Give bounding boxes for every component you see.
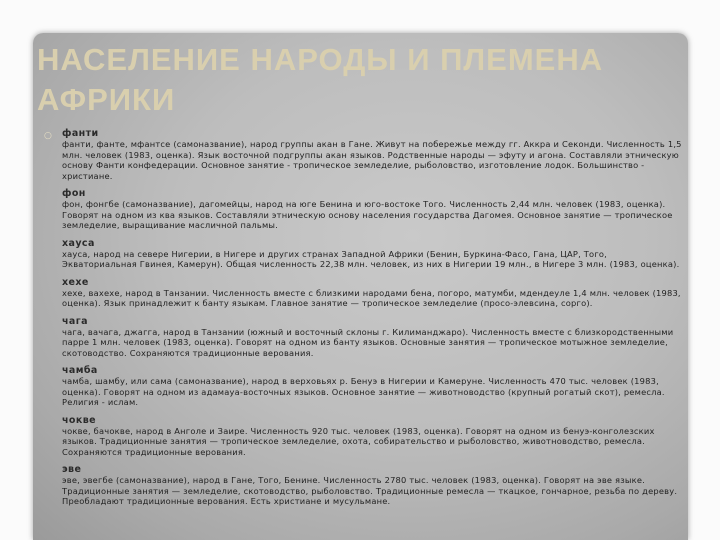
entry-fanti	[62, 128, 682, 181]
entry-name: эве	[62, 464, 82, 475]
entry-chokwe	[62, 415, 682, 458]
entry-text: чага, вачага, джагга, народ в Танзании (южный и восточный склоны г. Килиманджаро). Численность вместе с близкородственными парре 1 млн. человек (1983, оценка). Говорят на одном из банту языков. Основные занятия — тропическое мотыжное земледелие, скотоводство. Сохраняются традиционные верования.	[62, 326, 674, 358]
entry-text: хауса, народ на севере Нигерии, в Нигере и других странах Западной Африки (Бенин, Буркина-Фасо, Гана, ЦАР, Того, Экваториальная Гвинея, Камерун). Общая численность 22,38 млн. человек, из них в Нигерии 19 млн., в Нигере 3 млн. (1983, оценка).	[62, 248, 680, 269]
entry-fon	[62, 188, 682, 231]
entry-hehe	[62, 277, 682, 309]
entry-name: фон	[62, 188, 86, 199]
entry-name: чокве	[62, 414, 96, 426]
entry-name: хауса	[62, 237, 95, 249]
entry-text: хехе, вахехе, народ в Танзании. Численность вместе с близкими народами бена, погоро, матумби, мдендеуле 1,4 млн. человек (1983, оценка). Язык принадлежит к банту языкам. Главное занятие — тропическое земледелие (просо-элевсина, сорго).	[62, 287, 681, 308]
entry-text: фанти, фанте, мфантсе (самоназвание), народ группы акан в Гане. Живут на побережье между гг. Аккра и Секонди. Численность 1,5 млн. человек (1983, оценка). Язык восточной подгруппы акан языков. Родственные народы — эфуту и агона. Составляли этническую основу Фанти конфедерации. Основное занятие - тропическое земледелие, рыболовство, изготовление лодок. Большинство - христиане.	[62, 139, 682, 181]
entry-name: фанти	[62, 128, 99, 139]
entry-text: чамба, шамбу, или сама (самоназвание), народ в верховьях р. Бенуэ в Нигерии и Камеруне. Численность 470 тыс. человек (1983, оценка). Говорят на одном из адамауа-восточных языков. Основное занятие — животноводство (крупный рогатый скот), ремесла. Религия - ислам.	[62, 376, 665, 407]
entry-ewe	[62, 464, 682, 507]
entry-text: эве, эвегбе (самоназвание), народ в Гане, Того, Бенине. Численность 2780 тыс. человек (1983, оценка). Говорят на эве языке. Традиционные занятия — земледелие, скотоводство, рыболовство. Традиционные ремесла — ткацкое, гончарное, резьба по дереву. Преобладают традиционные верования. Есть христиане и мусульмане.	[62, 475, 678, 506]
bullet-icon: ○	[44, 131, 52, 141]
entry-chamba	[62, 365, 682, 408]
entry-chaga	[62, 316, 682, 359]
entry-name: хехе	[62, 276, 89, 288]
slide-title: НАСЕЛЕНИЕ НАРОДЫ И ПЛЕМЕНА АФРИКИ	[37, 42, 604, 117]
entry-name: чамба	[62, 365, 98, 376]
entry-text: фон, фонгбе (самоназвание), дагомейцы, народ на юге Бенина и юго-востоке Того. Численность 2,44 млн. человек (1983, оценка). Говорят на одном из ква языков. Составляли этническую основу населения государства Дагомея. Основное занятие — тропическое земледелие, выращивание масличной пальмы.	[62, 199, 673, 230]
entry-hausa	[62, 238, 682, 270]
entry-name: чага	[62, 315, 88, 327]
entries-list	[62, 128, 682, 514]
entry-text: чокве, бачокве, народ в Анголе и Заире. Численность 920 тыс. человек (1983, оценка). Говорят на одном из бенуэ-конголезских языков. Традиционные занятия — тропическое земледелие, охота, собирательство и рыболовство, животноводство, ремесла. Сохраняются традиционные верования.	[62, 425, 655, 457]
